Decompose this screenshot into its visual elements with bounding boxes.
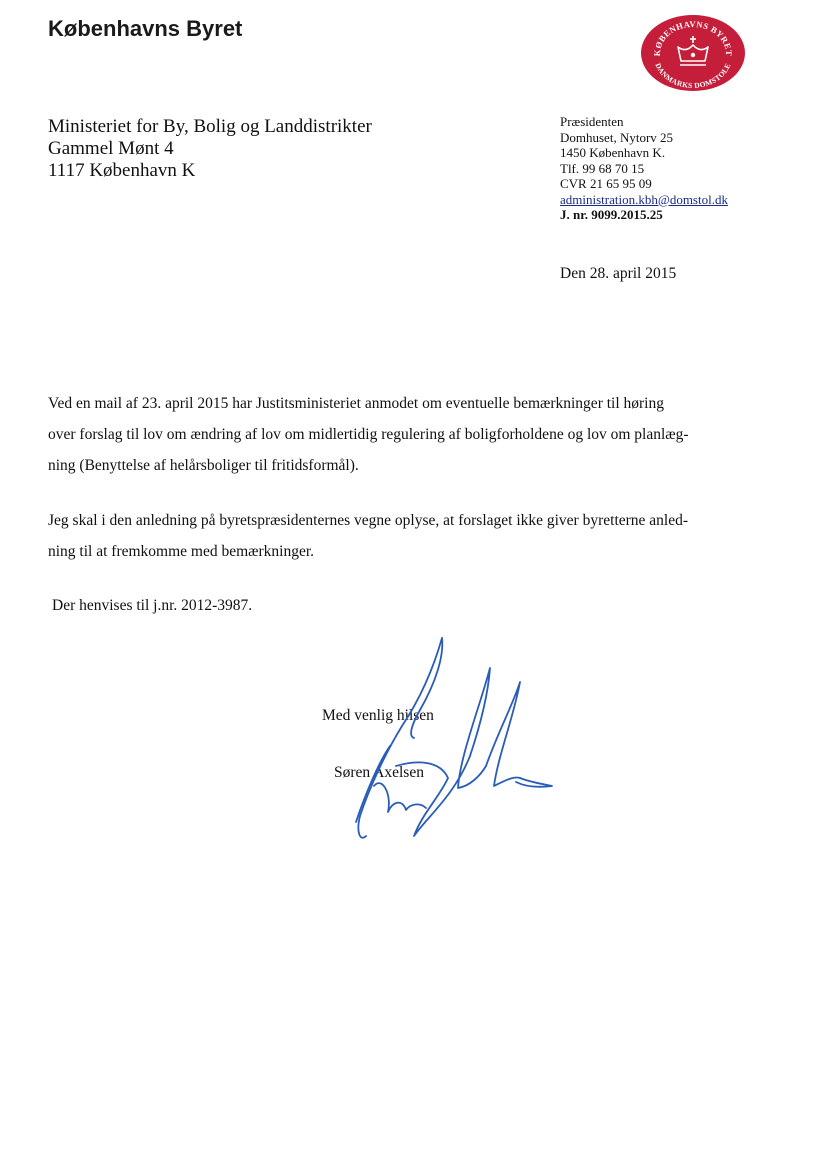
sender-cvr: CVR 21 65 95 09 — [560, 176, 652, 191]
paragraph-line: over forslag til lov om ændring af lov om midlertidig regulering af boligforholdene og lov om planlæg- — [48, 426, 689, 443]
sender-city: 1450 København K. — [560, 145, 666, 160]
sender-address: Domhuset, Nytorv 25 — [560, 129, 674, 145]
body-paragraph-1 — [48, 388, 738, 481]
seal-text-bottom: DANMARKS DOMSTOLE — [653, 61, 733, 91]
sender-block — [560, 114, 728, 223]
seal-text-top: KØBENHAVNS BYRET — [651, 18, 735, 57]
journal-number: J. nr. 9099.2015.25 — [560, 207, 663, 222]
recipient-address — [48, 116, 372, 182]
paragraph-line: ning til at fremkomme med bemærkninger. — [48, 543, 315, 560]
signer-name: Søren Axelsen — [334, 764, 424, 781]
paragraph-line: ning (Benyttelse af helårsboliger til fritidsformål). — [48, 457, 359, 474]
paragraph-line: Jeg skal i den anledning på byretspræsidenternes vegne oplyse, at forslaget ikke giver byretterne anled- — [48, 512, 689, 529]
recipient-line: Ministeriet for By, Bolig og Landdistrikter — [48, 116, 372, 137]
letter-date: Den 28. april 2015 — [560, 265, 677, 282]
recipient-line: 1117 København K — [48, 160, 196, 181]
court-seal-logo — [640, 14, 746, 92]
body-paragraph-2 — [48, 505, 738, 567]
paragraph-line: Der henvises til j.nr. 2012-3987. — [52, 597, 253, 614]
handwritten-signature — [330, 636, 560, 848]
sender-title: Præsidenten — [560, 114, 624, 129]
sender-phone: Tlf. 99 68 70 15 — [560, 160, 645, 176]
paragraph-line: Ved en mail af 23. april 2015 har Justitsministeriet anmodet om eventuelle bemærkninger til høring — [48, 395, 664, 412]
body-paragraph-3 — [52, 590, 742, 621]
sender-email-link[interactable]: administration.kbh@domstol.dk — [560, 191, 728, 207]
court-name: Københavns Byret — [48, 16, 243, 41]
recipient-line: Gammel Mønt 4 — [48, 138, 174, 159]
closing-greeting: Med venlig hilsen — [322, 707, 434, 724]
